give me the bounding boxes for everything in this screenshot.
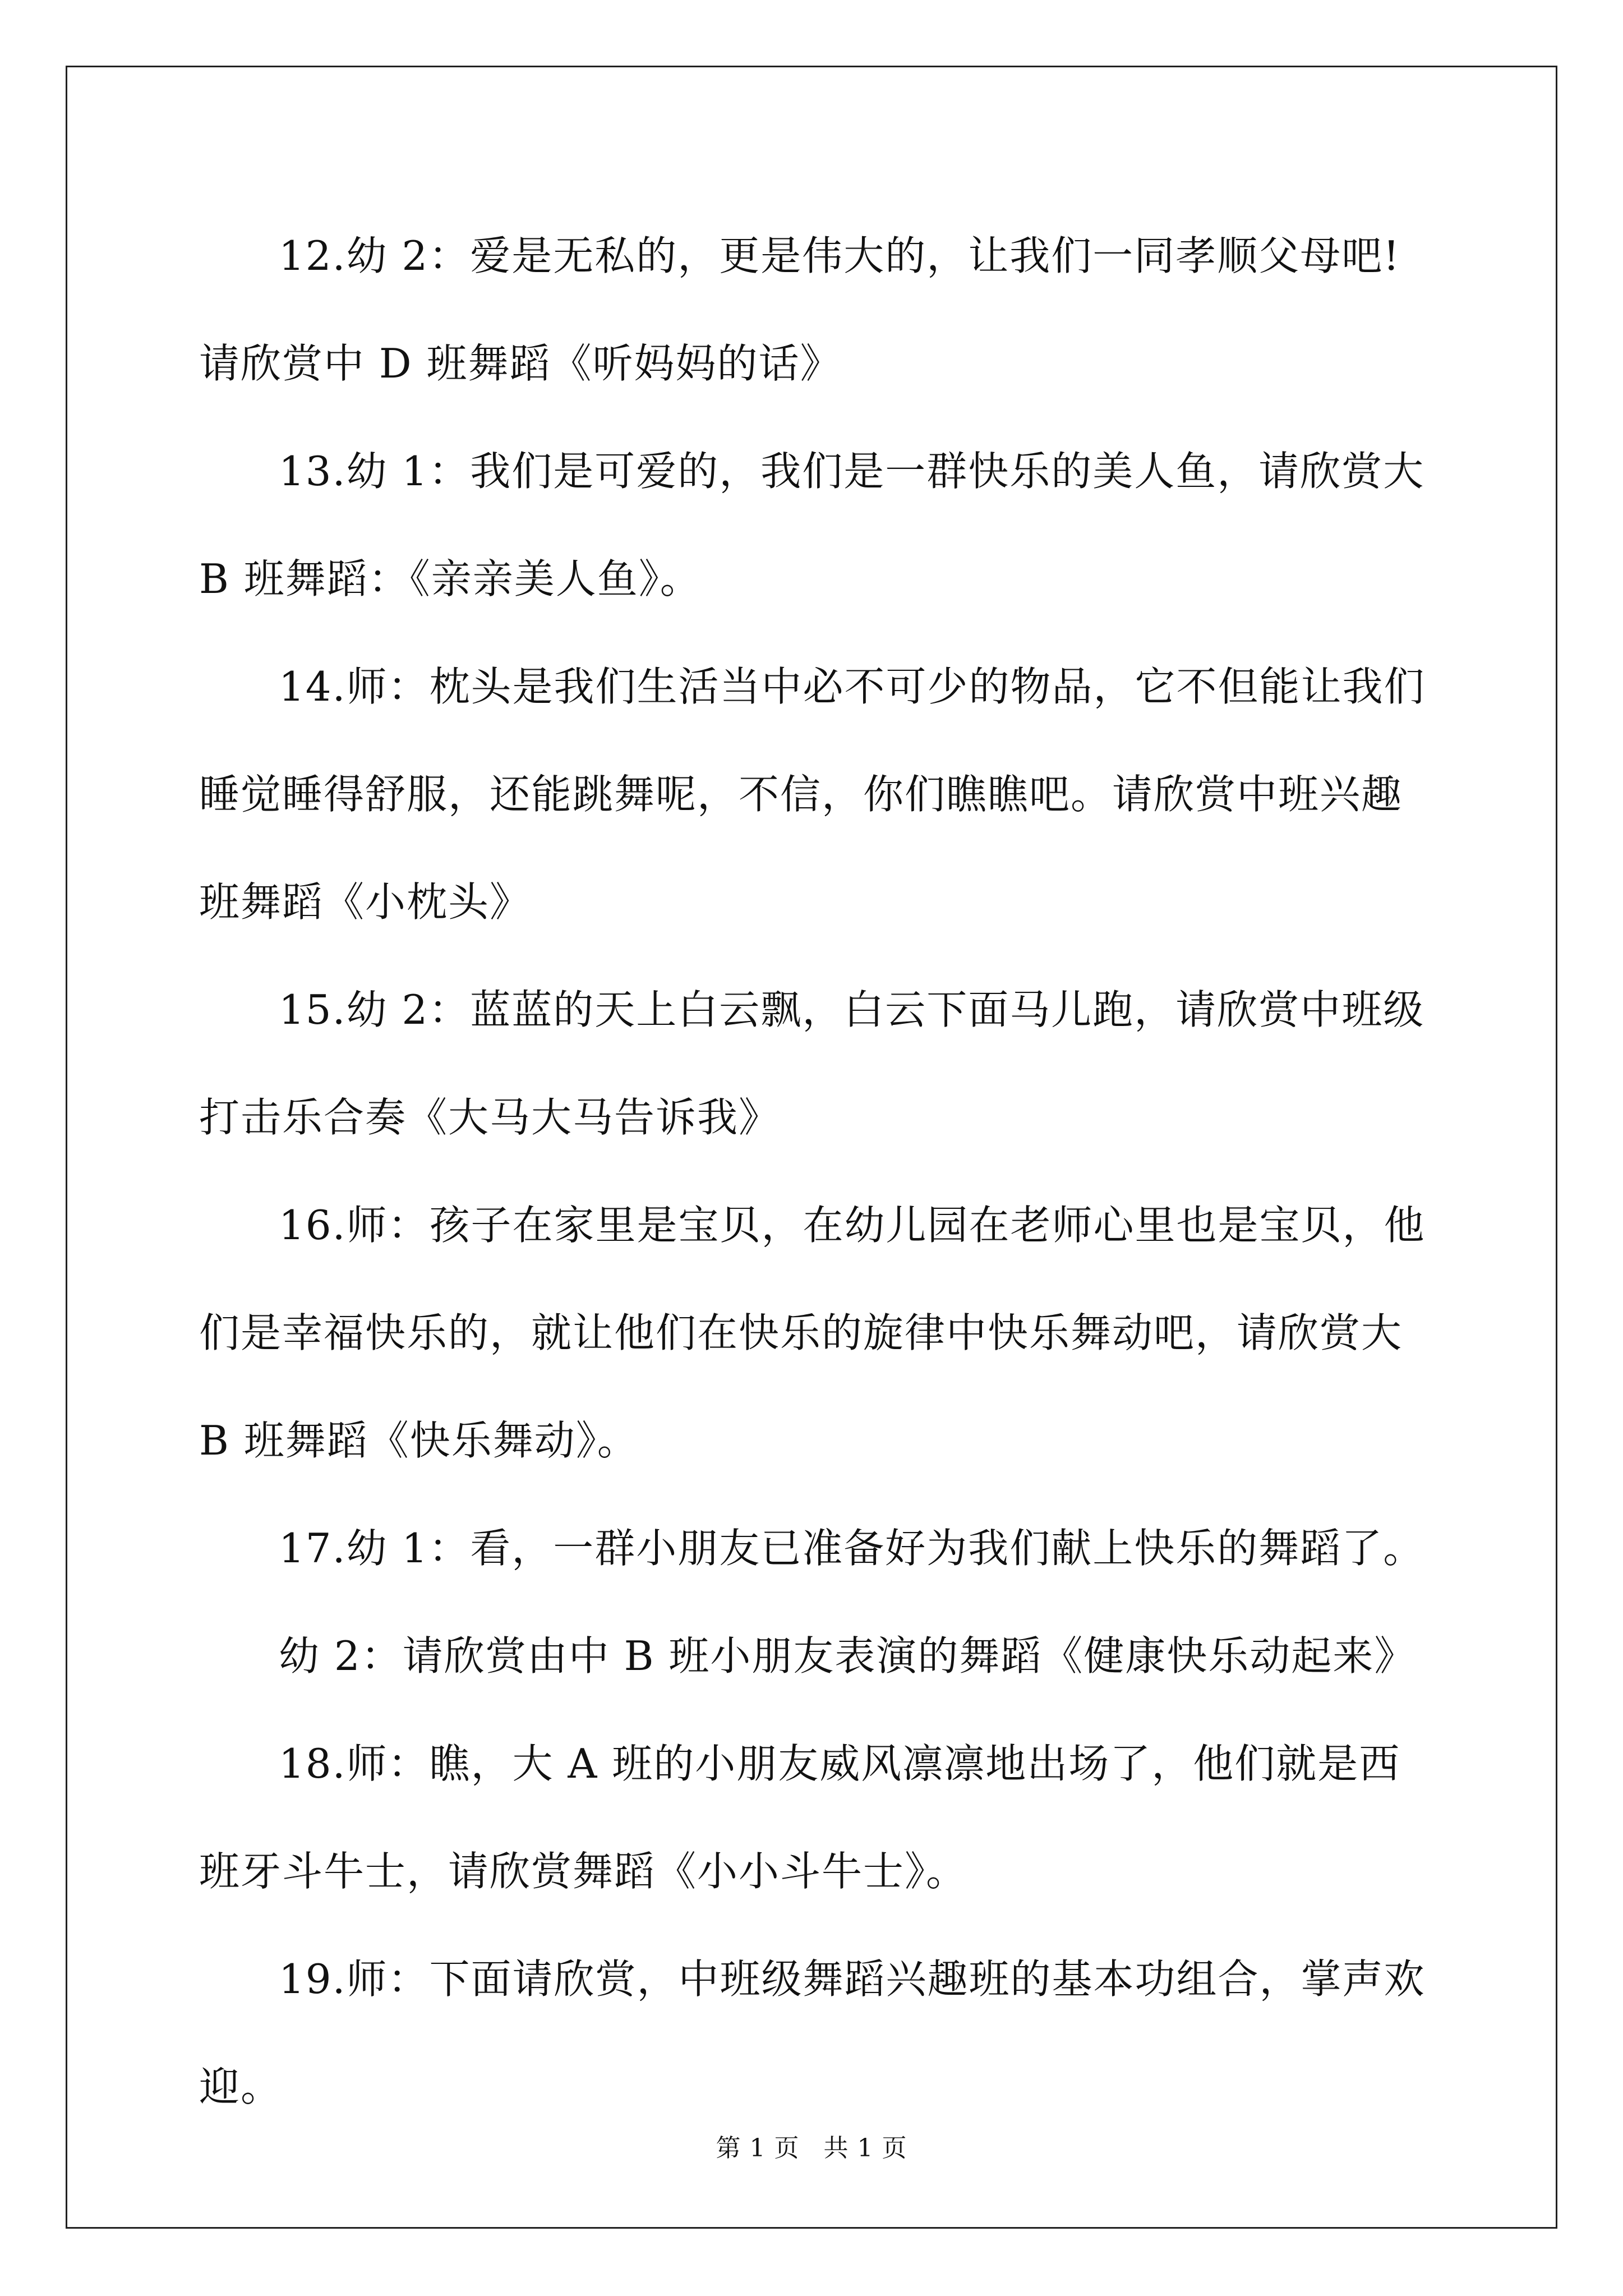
document-body [199,202,1427,2141]
page-footer [0,2132,1623,2165]
paragraph: 12.幼 2：爱是无私的，更是伟大的，让我们一同孝顺父母吧!请欣赏中 D 班舞蹈《听妈妈的话》 [199,232,1401,387]
page-number-total: 共 1 页 [823,2134,907,2162]
paragraph: 17.幼 1：看，一群小朋友已准备好为我们献上快乐的舞蹈了。 [279,1525,1425,1572]
paragraph: 16.师：孩子在家里是宝贝，在幼儿园在老师心里也是宝贝，他们是幸福快乐的，就让他们在快乐的旋律中快乐舞动吧，请欣赏大 B 班舞蹈《快乐舞动》。 [199,1202,1426,1464]
paragraph: 18.师：瞧，大 A 班的小朋友威风凛凛地出场了，他们就是西班牙斗牛士，请欣赏舞蹈《小小斗牛士》。 [199,1740,1401,1895]
paragraph: 14.师：枕头是我们生活当中必不可少的物品，它不但能让我们睡觉睡得舒服，还能跳舞呢，不信，你们瞧瞧吧。请欣赏中班兴趣班舞蹈《小枕头》 [199,663,1426,926]
paragraph: 幼 2：请欣赏由中 B 班小朋友表演的舞蹈《健康快乐动起来》 [279,1632,1416,1680]
paragraph: 15.幼 2：蓝蓝的天上白云飘，白云下面马儿跑，请欣赏中班级打击乐合奏《大马大马告诉我》 [199,986,1425,1141]
paragraph: 13.幼 1：我们是可爱的，我们是一群快乐的美人鱼，请欣赏大 B 班舞蹈：《亲亲美人鱼》。 [199,448,1425,602]
page-number-current: 第 1 页 [716,2134,800,2162]
paragraph: 19.师：下面请欣赏，中班级舞蹈兴趣班的基本功组合，掌声欢迎。 [199,1955,1426,2110]
